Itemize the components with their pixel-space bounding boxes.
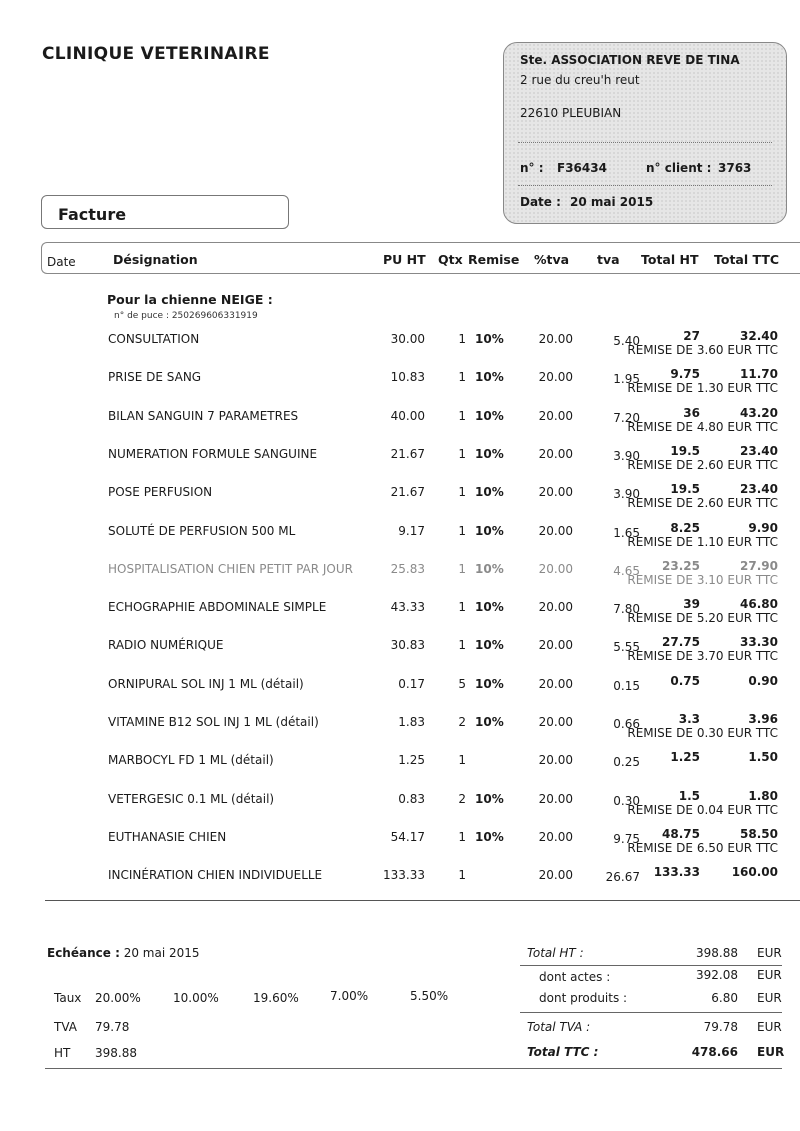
line-discount-note: REMISE DE 1.10 EUR TTC	[627, 535, 778, 549]
line-total-ttc: 9.90	[748, 521, 778, 535]
table-row	[0, 482, 800, 523]
divider	[520, 965, 782, 966]
line-unit-price: 1.83	[398, 715, 425, 729]
taux-rate: 20.00%	[95, 991, 141, 1005]
line-discount-note: REMISE DE 2.60 EUR TTC	[627, 496, 778, 510]
line-unit-price: 30.00	[390, 332, 425, 346]
dont-actes-label: dont actes :	[539, 970, 611, 984]
dont-actes-value: 392.08	[696, 968, 738, 982]
total-ttc-label: Total TTC :	[527, 1045, 599, 1059]
table-row	[0, 521, 800, 562]
line-quantity: 1	[458, 830, 466, 844]
line-total-ttc: 0.90	[748, 674, 778, 688]
table-row	[0, 750, 800, 791]
line-discount: 10%	[475, 792, 504, 806]
line-vat-amount: 1.95	[613, 372, 640, 386]
line-designation: SOLUTÉ DE PERFUSION 500 ML	[108, 524, 296, 538]
line-vat-amount: 26.67	[605, 870, 640, 884]
line-vat-amount: 0.30	[613, 794, 640, 808]
line-designation: MARBOCYL FD 1 ML (détail)	[108, 753, 274, 767]
divider	[45, 1068, 782, 1069]
line-discount-note: REMISE DE 6.50 EUR TTC	[627, 841, 778, 855]
patient-title: Pour la chienne NEIGE :	[107, 292, 273, 307]
line-vat-rate: 20.00	[538, 677, 573, 691]
line-discount: 10%	[475, 485, 504, 499]
patient-chip-number: n° de puce : 250269606331919	[114, 311, 258, 321]
line-vat-rate: 20.00	[538, 524, 573, 538]
table-row	[0, 559, 800, 600]
line-vat-amount: 5.55	[613, 640, 640, 654]
total-ht-value: 398.88	[696, 946, 738, 960]
col-qty: Qtx	[438, 252, 463, 267]
line-designation: VETERGESIC 0.1 ML (détail)	[108, 792, 275, 806]
col-total-ht: Total HT	[641, 252, 699, 267]
col-date: Date	[47, 255, 76, 269]
table-row	[0, 674, 800, 715]
tva-label: TVA	[54, 1020, 77, 1034]
line-total-ttc: 23.40	[740, 482, 778, 496]
line-unit-price: 0.83	[398, 792, 425, 806]
line-discount-note: REMISE DE 3.10 EUR TTC	[627, 573, 778, 587]
line-total-ht: 9.75	[670, 367, 700, 381]
client-address-line2: 22610 PLEUBIAN	[520, 106, 622, 120]
line-unit-price: 9.17	[398, 524, 425, 538]
line-quantity: 1	[458, 332, 466, 346]
line-total-ht: 1.25	[670, 750, 700, 764]
line-total-ht: 39	[683, 597, 700, 611]
client-number-label: n° client :	[646, 161, 712, 175]
line-discount-note: REMISE DE 0.04 EUR TTC	[627, 803, 778, 817]
line-unit-price: 21.67	[390, 485, 425, 499]
line-vat-amount: 7.80	[613, 602, 640, 616]
line-discount-note: REMISE DE 4.80 EUR TTC	[627, 420, 778, 434]
taux-rate: 10.00%	[173, 991, 219, 1005]
line-discount: 10%	[475, 638, 504, 652]
line-quantity: 2	[458, 792, 466, 806]
line-quantity: 1	[458, 409, 466, 423]
invoice-date: 20 mai 2015	[570, 195, 654, 209]
line-designation: NUMERATION FORMULE SANGUINE	[108, 447, 318, 461]
table-row	[0, 635, 800, 676]
col-tva: tva	[597, 252, 620, 267]
line-total-ht: 27.75	[662, 635, 700, 649]
line-vat-rate: 20.00	[538, 485, 573, 499]
divider	[518, 185, 772, 186]
line-unit-price: 54.17	[390, 830, 425, 844]
line-designation: ORNIPURAL SOL INJ 1 ML (détail)	[108, 677, 304, 691]
tva-value: 79.78	[95, 1020, 130, 1034]
line-designation: POSE PERFUSION	[108, 485, 213, 499]
line-quantity: 1	[458, 370, 466, 384]
invoice-number-label: n° :	[520, 161, 544, 175]
echeance-date: 20 mai 2015	[123, 946, 200, 960]
line-total-ht: 0.75	[670, 674, 700, 688]
line-unit-price: 30.83	[390, 638, 425, 652]
table-row	[0, 827, 800, 868]
line-total-ttc: 23.40	[740, 444, 778, 458]
line-designation: INCINÉRATION CHIEN INDIVIDUELLE	[108, 868, 323, 882]
line-discount-note: REMISE DE 5.20 EUR TTC	[627, 611, 778, 625]
line-vat-rate: 20.00	[538, 830, 573, 844]
line-unit-price: 10.83	[390, 370, 425, 384]
table-row	[0, 367, 800, 408]
currency: EUR	[757, 1020, 782, 1034]
line-total-ttc: 3.96	[748, 712, 778, 726]
line-total-ttc: 1.80	[748, 789, 778, 803]
line-designation: EUTHANASIE CHIEN	[108, 830, 227, 844]
line-vat-amount: 3.90	[613, 487, 640, 501]
line-discount: 10%	[475, 600, 504, 614]
line-vat-amount: 9.75	[613, 832, 640, 846]
total-ttc-value: 478.66	[691, 1045, 738, 1059]
line-unit-price: 21.67	[390, 447, 425, 461]
line-quantity: 1	[458, 447, 466, 461]
total-ht-label: Total HT :	[527, 946, 584, 960]
line-discount: 10%	[475, 830, 504, 844]
taux-rate: 5.50%	[410, 989, 449, 1003]
line-designation: ECHOGRAPHIE ABDOMINALE SIMPLE	[108, 600, 327, 614]
table-row	[0, 406, 800, 447]
line-vat-rate: 20.00	[538, 792, 573, 806]
line-total-ht: 23.25	[662, 559, 700, 573]
line-discount: 10%	[475, 715, 504, 729]
line-total-ttc: 27.90	[740, 559, 778, 573]
table-row	[0, 712, 800, 753]
ht-value: 398.88	[95, 1046, 137, 1060]
line-quantity: 1	[458, 485, 466, 499]
client-name: Ste. ASSOCIATION REVE DE TINA	[520, 53, 740, 67]
line-designation: VITAMINE B12 SOL INJ 1 ML (détail)	[108, 715, 319, 729]
taux-rate: 7.00%	[330, 989, 369, 1003]
line-discount: 10%	[475, 370, 504, 384]
line-vat-rate: 20.00	[538, 370, 573, 384]
table-row	[0, 597, 800, 638]
line-vat-rate: 20.00	[538, 638, 573, 652]
divider	[518, 142, 772, 143]
line-vat-amount: 1.65	[613, 526, 640, 540]
ht-label: HT	[54, 1046, 71, 1060]
line-vat-rate: 20.00	[538, 562, 573, 576]
line-discount: 10%	[475, 524, 504, 538]
line-designation: HOSPITALISATION CHIEN PETIT PAR JOUR	[108, 562, 353, 576]
footer-echeance	[47, 946, 200, 960]
line-designation: PRISE DE SANG	[108, 370, 202, 384]
line-discount-note: REMISE DE 0.30 EUR TTC	[627, 726, 778, 740]
line-quantity: 2	[458, 715, 466, 729]
line-unit-price: 43.33	[390, 600, 425, 614]
line-quantity: 1	[458, 562, 466, 576]
line-quantity: 1	[458, 638, 466, 652]
table-row	[0, 789, 800, 830]
doc-title: Facture	[58, 205, 127, 224]
client-number: 3763	[718, 161, 752, 175]
date-label: Date :	[520, 195, 561, 209]
line-total-ttc: 1.50	[748, 750, 778, 764]
table-row	[0, 444, 800, 485]
total-tva-label: Total TVA :	[527, 1020, 591, 1034]
line-vat-rate: 20.00	[538, 600, 573, 614]
invoice-number: F36434	[557, 161, 607, 175]
line-vat-amount: 0.66	[613, 717, 640, 731]
line-designation: CONSULTATION	[108, 332, 200, 346]
line-total-ht: 8.25	[670, 521, 700, 535]
line-vat-amount: 7.20	[613, 411, 640, 425]
line-total-ttc: 58.50	[740, 827, 778, 841]
col-designation: Désignation	[113, 252, 198, 267]
taux-rate: 19.60%	[253, 991, 299, 1005]
line-designation: BILAN SANGUIN 7 PARAMETRES	[108, 409, 299, 423]
line-total-ht: 48.75	[662, 827, 700, 841]
table-row	[0, 329, 800, 370]
line-total-ttc: 32.40	[740, 329, 778, 343]
currency: EUR	[757, 991, 782, 1005]
line-total-ht: 36	[683, 406, 700, 420]
line-vat-amount: 5.40	[613, 334, 640, 348]
currency: EUR	[757, 946, 782, 960]
line-total-ht: 27	[683, 329, 700, 343]
divider	[520, 1012, 782, 1013]
line-total-ht: 19.5	[670, 444, 700, 458]
line-discount: 10%	[475, 562, 504, 576]
line-unit-price: 25.83	[390, 562, 425, 576]
line-quantity: 1	[458, 600, 466, 614]
clinic-name: CLINIQUE VETERINAIRE	[42, 44, 270, 64]
line-unit-price: 133.33	[383, 868, 425, 882]
currency: EUR	[757, 1045, 785, 1059]
line-vat-rate: 20.00	[538, 409, 573, 423]
line-total-ttc: 43.20	[740, 406, 778, 420]
line-discount: 10%	[475, 447, 504, 461]
line-vat-rate: 20.00	[538, 753, 573, 767]
line-discount: 10%	[475, 332, 504, 346]
line-discount-note: REMISE DE 3.70 EUR TTC	[627, 649, 778, 663]
line-quantity: 1	[458, 868, 466, 882]
line-total-ttc: 33.30	[740, 635, 778, 649]
table-bottom-rule	[45, 900, 800, 901]
client-address-box	[503, 42, 787, 224]
line-quantity: 1	[458, 524, 466, 538]
line-vat-rate: 20.00	[538, 447, 573, 461]
line-vat-amount: 3.90	[613, 449, 640, 463]
echeance-label: Echéance :	[47, 946, 120, 960]
col-pu-ht: PU HT	[383, 252, 426, 267]
line-total-ttc: 46.80	[740, 597, 778, 611]
line-unit-price: 1.25	[398, 753, 425, 767]
line-vat-amount: 4.65	[613, 564, 640, 578]
doc-title-box	[41, 195, 289, 229]
col-total-ttc: Total TTC	[714, 252, 780, 267]
line-total-ht: 3.3	[678, 712, 700, 726]
dont-produits-label: dont produits :	[539, 991, 628, 1005]
line-discount-note: REMISE DE 3.60 EUR TTC	[627, 343, 778, 357]
line-total-ttc: 160.00	[731, 865, 778, 879]
col-tva-pct: %tva	[534, 252, 570, 267]
line-vat-amount: 0.25	[613, 755, 640, 769]
line-total-ht: 133.33	[653, 865, 700, 879]
line-total-ht: 1.5	[678, 789, 700, 803]
total-tva-value: 79.78	[703, 1020, 738, 1034]
line-quantity: 1	[458, 753, 466, 767]
dont-produits-value: 6.80	[711, 991, 738, 1005]
line-total-ht: 19.5	[670, 482, 700, 496]
line-discount-note: REMISE DE 2.60 EUR TTC	[627, 458, 778, 472]
currency: EUR	[757, 968, 782, 982]
line-vat-rate: 20.00	[538, 868, 573, 882]
col-remise: Remise	[468, 252, 520, 267]
line-unit-price: 40.00	[390, 409, 425, 423]
line-designation: RADIO NUMÉRIQUE	[108, 638, 224, 652]
line-discount-note: REMISE DE 1.30 EUR TTC	[627, 381, 778, 395]
line-quantity: 5	[458, 677, 466, 691]
taux-label: Taux	[54, 991, 82, 1005]
line-discount: 10%	[475, 677, 504, 691]
line-vat-rate: 20.00	[538, 715, 573, 729]
client-address-line1: 2 rue du creu'h reut	[520, 73, 640, 87]
line-discount: 10%	[475, 409, 504, 423]
line-total-ttc: 11.70	[740, 367, 778, 381]
line-vat-amount: 0.15	[613, 679, 640, 693]
line-unit-price: 0.17	[398, 677, 425, 691]
line-vat-rate: 20.00	[538, 332, 573, 346]
